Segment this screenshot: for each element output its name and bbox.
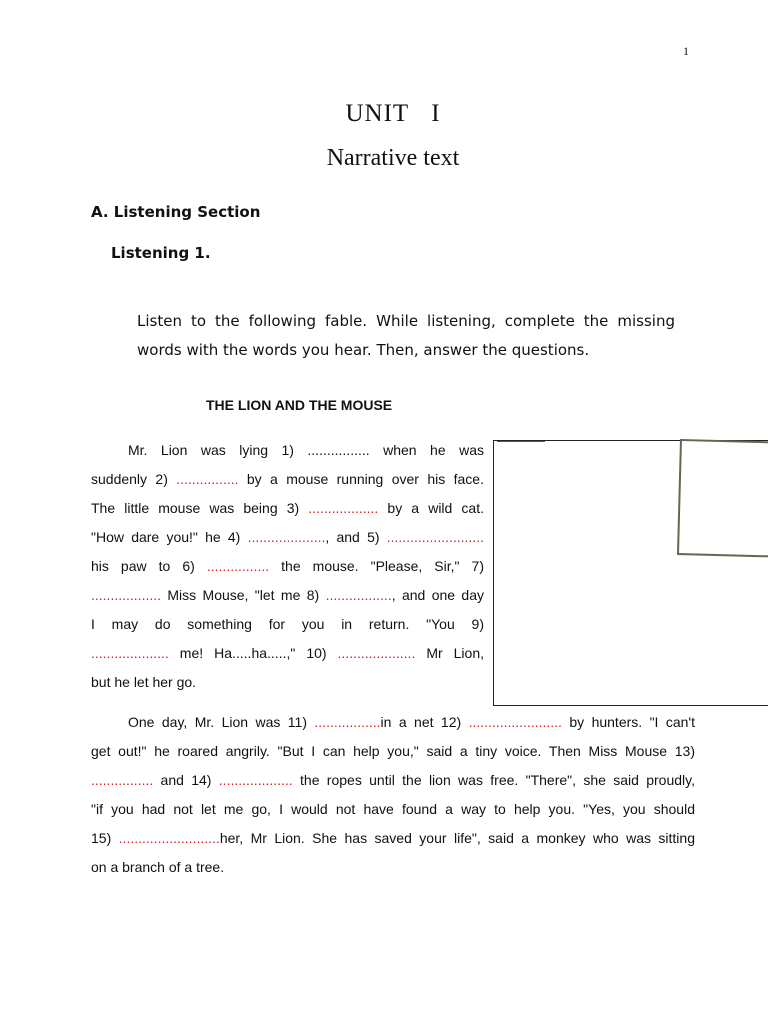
page-number: 1 — [683, 44, 689, 58]
text-run: and 14) — [153, 772, 219, 788]
text-run: Mr Lion, — [415, 645, 484, 661]
unit-word: UNIT — [345, 100, 410, 127]
text-run: "How dare you!" he 4) — [91, 529, 248, 545]
para1-line-8 — [91, 639, 484, 668]
para2-line-6 — [91, 853, 695, 882]
blank-8: ................. — [325, 587, 392, 603]
unit-numeral: I — [431, 100, 441, 127]
text-run: me! Ha.....ha.....," 10) — [168, 645, 338, 661]
text-run: her, Mr Lion. She has saved your life", said a monkey who was sitting — [219, 830, 695, 846]
text-run: One day, Mr. Lion was 11) — [128, 714, 315, 730]
blank-15: .......................... — [118, 830, 220, 846]
blank-2: ................ — [176, 471, 239, 487]
para1-line-3 — [91, 494, 484, 523]
unit-subtitle: Narrative text — [326, 145, 460, 171]
text-run: , and one day — [391, 587, 484, 603]
para2-line-5 — [91, 824, 695, 853]
text-run: get out!" he roared angrily. "But I can help you," said a tiny voice. Then Miss Mouse 13) — [91, 743, 695, 759]
frame-mark — [497, 441, 545, 442]
text-run: The little mouse was being 3) — [91, 500, 309, 516]
illustration-frame — [493, 440, 768, 706]
para1-line-9 — [91, 668, 484, 697]
para1-line-4 — [91, 523, 484, 552]
blank-6: ................ — [206, 558, 270, 574]
text-run: Miss Mouse, "let me 8) — [161, 587, 326, 603]
story-paragraph-1 — [91, 436, 484, 697]
illustration-image — [677, 439, 768, 558]
blank-4: .................... — [247, 529, 326, 545]
text-run: the mouse. "Please, Sir," 7) — [269, 558, 484, 574]
text-run: in a net 12) — [380, 714, 469, 730]
para2-line-1 — [91, 708, 695, 737]
blank-10: .................... — [337, 645, 416, 661]
para1-line-5 — [91, 552, 484, 581]
instructions-text: Listen to the following fable. While listening, complete the missing words with the words you hear. Then, answer the questions. — [137, 312, 675, 359]
blank-12: ........................ — [468, 714, 562, 730]
text-run: by a mouse running over his face. — [238, 471, 484, 487]
blank-3: .................. — [308, 500, 379, 516]
text-run: the ropes until the lion was free. "There", she said proudly, — [292, 772, 695, 788]
para1-line-7 — [91, 610, 484, 639]
text-run: suddenly 2) — [91, 471, 177, 487]
story-title: THE LION AND THE MOUSE — [206, 397, 393, 413]
blank-5: ......................... — [386, 529, 484, 545]
text-run: by hunters. "I can't — [561, 714, 695, 730]
para2-line-4 — [91, 795, 695, 824]
blank-7: .................. — [91, 587, 162, 603]
blank-9: .................... — [91, 645, 169, 661]
text-run: by a wild cat. — [378, 500, 484, 516]
text-run: 15) — [91, 830, 119, 846]
blank-14: ................... — [218, 772, 293, 788]
para1-line-6 — [91, 581, 484, 610]
section-heading: A. Listening Section — [91, 203, 261, 221]
listening-heading: Listening 1. — [111, 244, 211, 262]
text-run: his paw to 6) — [91, 558, 207, 574]
blank-11: ................. — [314, 714, 381, 730]
para1-line-1 — [91, 436, 484, 465]
text-run: I may do something for you in return. "You 9) — [91, 616, 484, 632]
text-run: , and 5) — [325, 529, 387, 545]
text-run: "if you had not let me go, I would not have found a way to help you. "Yes, you should — [91, 801, 695, 817]
text-run: on a branch of a tree. — [91, 859, 225, 875]
unit-title — [0, 100, 768, 128]
text-run: Mr. Lion was lying 1) ................ when he was — [128, 442, 484, 458]
story-paragraph-2 — [91, 708, 695, 882]
para2-line-3 — [91, 766, 695, 795]
blank-13: ................ — [91, 772, 154, 788]
text-run: but he let her go. — [91, 674, 197, 690]
para2-line-2 — [91, 737, 695, 766]
para1-line-2 — [91, 465, 484, 494]
